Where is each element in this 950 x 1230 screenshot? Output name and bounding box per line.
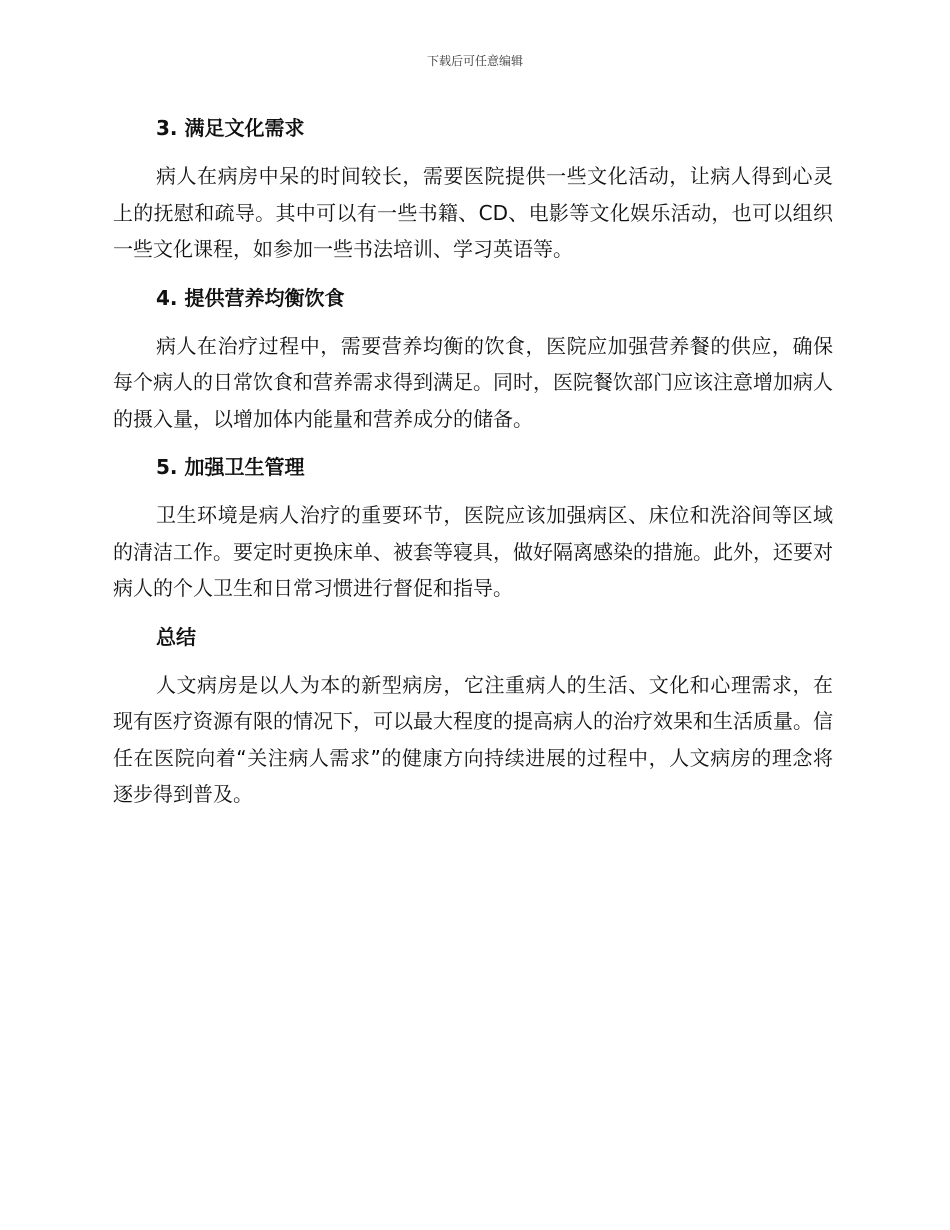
section-paragraph-culture: 病人在病房中呆的时间较长，需要医院提供一些文化活动，让病人得到心灵上的抚慰和疏导。其中可以有一些书籍、CD、电影等文化娱乐活动，也可以组织一些文化课程，如参加一些书法培训、学习英语等。 [113, 164, 833, 261]
page-header: 下载后可任意编辑 [426, 54, 523, 68]
section-heading-hygiene: 5. 加强卫生管理 [156, 455, 305, 479]
section-heading-summary: 总结 [156, 624, 196, 649]
section-paragraph-nutrition: 病人在治疗过程中，需要营养均衡的饮食，医院应加强营养餐的供应，确保每个病人的日常饮食和营养需求得到满足。同时，医院餐饮部门应该注意增加病人的摄入量，以增加体内能量和营养成分的储备。 [113, 333, 833, 431]
section-heading-culture: 3. 满足文化需求 [156, 116, 305, 140]
section-paragraph-hygiene: 卫生环境是病人治疗的重要环节，医院应该加强病区、床位和洗浴间等区域的清洁工作。要定时更换床单、被套等寝具，做好隔离感染的措施。此外，还要对病人的个人卫生和日常习惯进行督促和指导。 [113, 503, 833, 600]
section-paragraph-summary: 人文病房是以人为本的新型病房，它注重病人的生活、文化和心理需求，在现有医疗资源有限的情况下，可以最大程度的提高病人的治疗效果和生活质量。信任在医院向着“关注病人需求”的健康方向持续进展的过程中，人文病房的理念将逐步得到普及。 [113, 672, 833, 806]
section-heading-nutrition: 4. 提供营养均衡饮食 [156, 285, 345, 310]
document-body [113, 110, 833, 825]
